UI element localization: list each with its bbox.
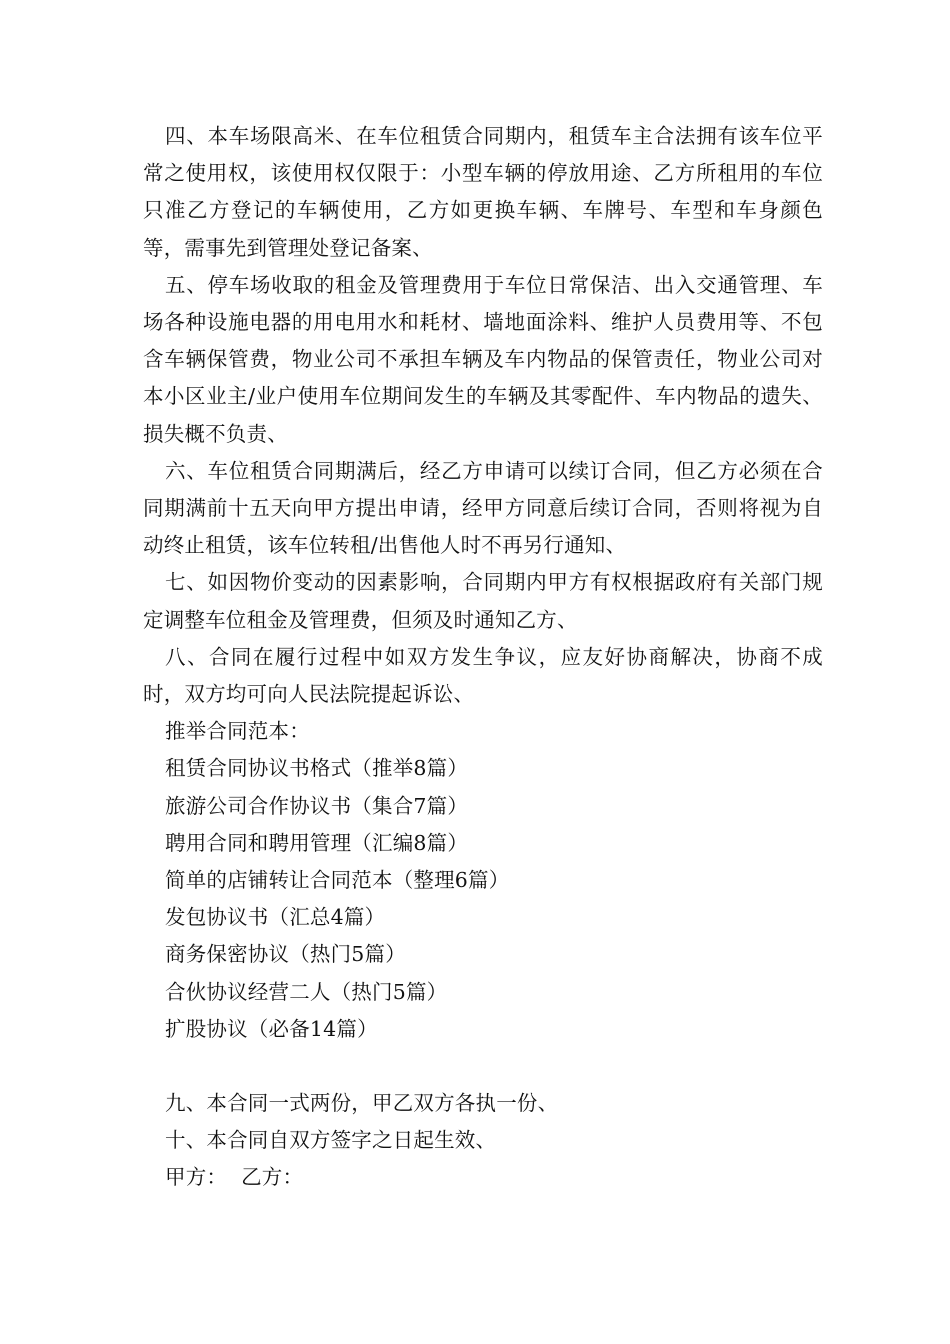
recommend-heading: 推举合同范本： <box>165 719 310 744</box>
clause-7: 七、如因物价变动的因素影响，合同期内甲方有权根据政府有关部门规定调整车位租金及管理费，但须及时通知乙方、 <box>143 570 823 632</box>
recommend-link-8[interactable]: 扩股协议（必备14篇） <box>165 1016 378 1041</box>
blank-line <box>143 1048 823 1085</box>
recommend-link-5[interactable]: 发包协议书（汇总4篇） <box>165 905 386 930</box>
clause-10: 十、本合同自双方签字之日起生效、 <box>165 1128 497 1153</box>
clause-8: 八、合同在履行过程中如双方发生争议，应友好协商解决，协商不成时，双方均可向人民法院提起诉讼、 <box>143 644 823 707</box>
recommend-link-4[interactable]: 简单的店铺转让合同范本（整理6篇） <box>165 868 510 893</box>
clause-6: 六、车位租赁合同期满后，经乙方申请可以续订合同，但乙方必须在合同期满前十五天向甲方提出申请，经甲方同意后续订合同，否则将视为自动终止租赁，该车位转租/出售他人时不再另行通知、 <box>143 458 823 558</box>
recommend-link-3[interactable]: 聘用合同和聘用管理（汇编8篇） <box>165 830 469 855</box>
recommend-link-2[interactable]: 旅游公司合作协议书（集合7篇） <box>165 793 469 818</box>
party-a-label: 甲方： <box>165 1165 228 1190</box>
recommend-link-6[interactable]: 商务保密协议（热门5篇） <box>165 942 406 967</box>
clause-9: 九、本合同一式两份，甲乙双方各执一份、 <box>165 1091 559 1116</box>
clause-5: 五、停车场收取的租金及管理费用于车位日常保洁、出入交通管理、车场各种设施电器的用电用水和耗材、墙地面涂料、维护人员费用等、不包含车辆保管费，物业公司不承担车辆及车内物品的保管责任，物业公司对本小区业主/业户使用车位期间发生的车辆及其零配件、车内物品的遗失、损失概不负责、 <box>143 272 823 446</box>
document-body <box>143 118 823 1197</box>
recommend-link-7[interactable]: 合伙协议经营二人（热门5篇） <box>165 979 448 1004</box>
party-b-label: 乙方： <box>241 1165 304 1190</box>
signature-line <box>143 1159 823 1196</box>
clause-4: 四、本车场限高米、在车位租赁合同期内，租赁车主合法拥有该车位平常之使用权，该使用权仅限于：小型车辆的停放用途、乙方所租用的车位只准乙方登记的车辆使用，乙方如更换车辆、车牌号、车型和车身颜色等，需事先到管理处登记备案、 <box>143 124 823 260</box>
recommend-list <box>143 750 823 1048</box>
recommend-link-1[interactable]: 租赁合同协议书格式（推举8篇） <box>165 756 469 781</box>
